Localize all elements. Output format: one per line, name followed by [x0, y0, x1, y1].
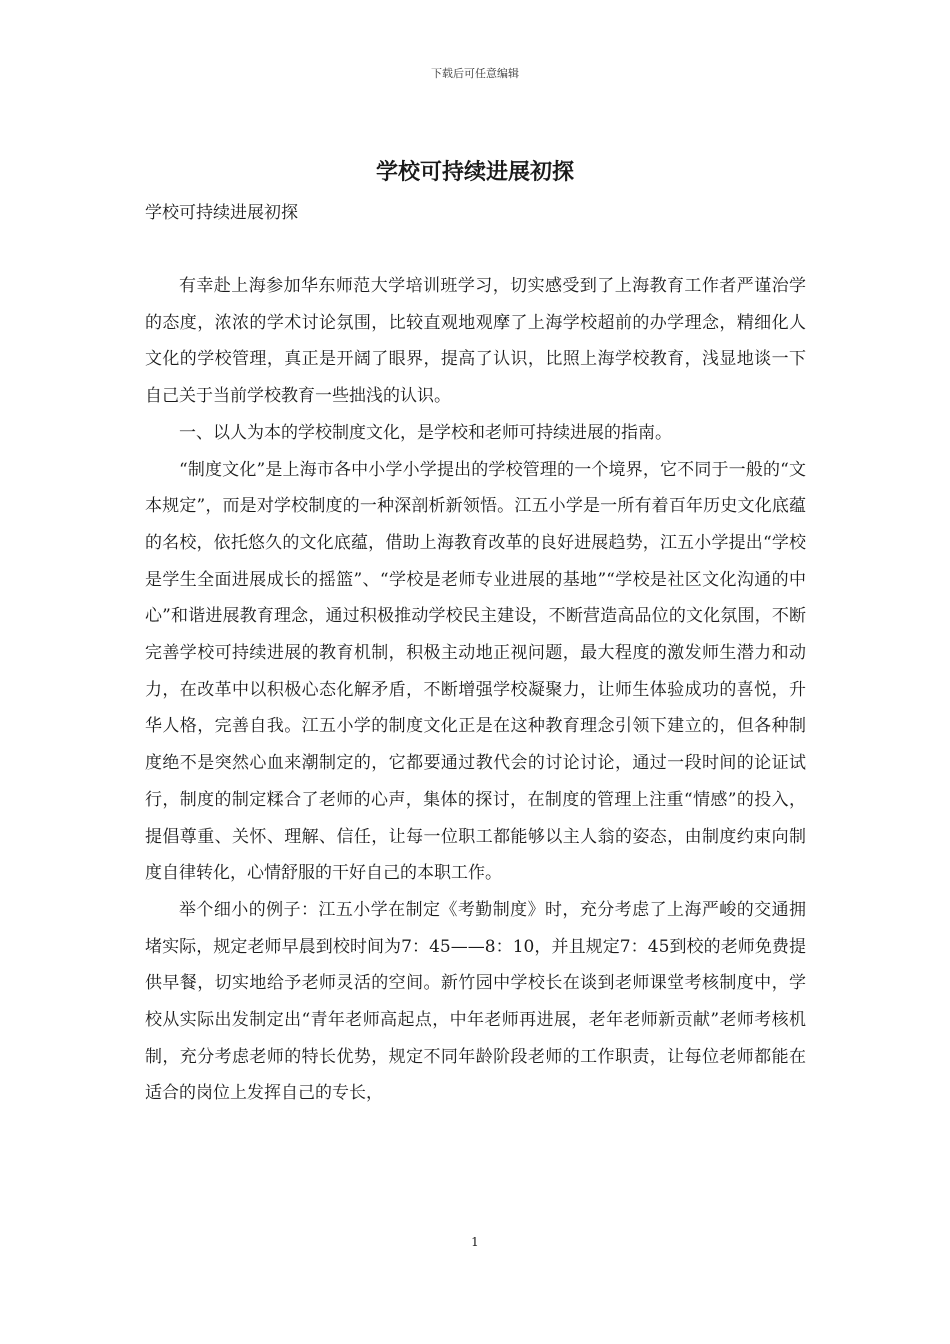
document-body	[145, 268, 806, 1112]
paragraph-intro: 有幸赴上海参加华东师范大学培训班学习，切实感受到了上海教育工作者严谨治学的态度，浓浓的学术讨论氛围，比较直观地观摩了上海学校超前的办学理念，精细化人文化的学校管理，真正是开阔了眼界，提高了认识，比照上海学校教育，浅显地谈一下自己关于当前学校教育一些拙浅的认识。	[145, 276, 806, 407]
paragraph-example: 举个细小的例子：江五小学在制定《考勤制度》时，充分考虑了上海严峻的交通拥堵实际，规定老师早晨到校时间为7：45——8：10，并且规定7：45到校的老师免费提供早餐，切实地给予老师灵活的空间。新竹园中学校长在谈到老师课堂考核制度中，学校从实际出发制定出“青年老师高起点，中年老师再进展，老年老师新贡献”老师考核机制，充分考虑老师的特长优势，规定不同年龄阶段老师的工作职责，让每位老师都能在适合的岗位上发挥自己的专长，	[145, 899, 806, 1104]
document-title: 学校可持续进展初探	[375, 159, 574, 185]
document-subtitle: 学校可持续进展初探	[145, 203, 298, 223]
page-number: 1	[471, 1235, 479, 1249]
paragraph-institution-culture: “制度文化”是上海市各中小学小学提出的学校管理的一个境界，它不同于一般的“文本规定”，而是对学校制度的一种深剖析新领悟。江五小学是一所有着百年历史文化底蕴的名校，依托悠久的文化底蕴，借助上海教育改革的良好进展趋势，江五小学提出“学校是学生全面进展成长的摇篮”、“学校是老师专业进展的基地”“学校是社区文化沟通的中心”和谐进展教育理念，通过积极推动学校民主建设，不断营造高品位的文化氛围，不断完善学校可持续进展的教育机制，积极主动地正视问题，最大程度的激发师生潜力和动力，在改革中以积极心态化解矛盾，不断增强学校凝聚力，让师生体验成功的喜悦，升华人格，完善自我。江五小学的制度文化正是在这种教育理念引领下建立的，但各种制度绝不是突然心血来潮制定的，它都要通过教代会的讨论讨论，通过一段时间的论证试行，制度的制定糅合了老师的心声，集体的探讨，在制度的管理上注重“情感”的投入，提倡尊重、关怀、理解、信任，让每一位职工都能够以主人翁的姿态，由制度约束向制度自律转化，心情舒服的干好自己的本职工作。	[145, 459, 806, 884]
header-note: 下载后可任意编辑	[431, 67, 519, 80]
section-heading-1: 一、以人为本的学校制度文化，是学校和老师可持续进展的指南。	[179, 422, 672, 443]
